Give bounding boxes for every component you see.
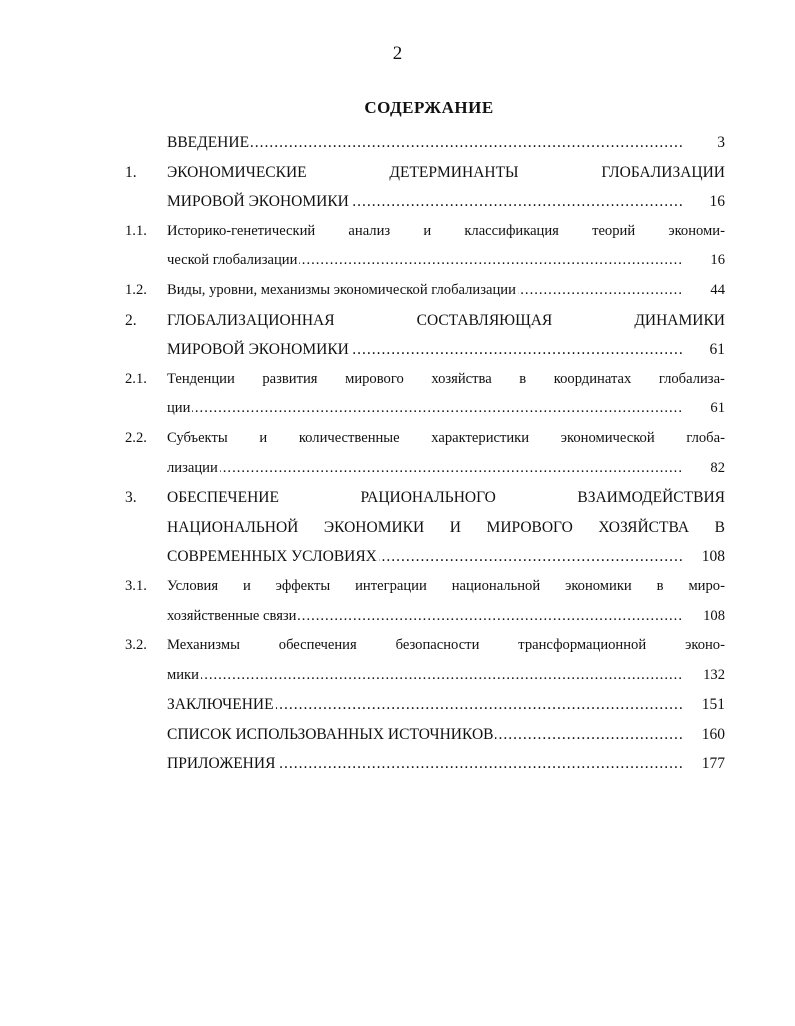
toc-entry-leader: [167, 661, 682, 691]
toc-entry-text: ции: [167, 400, 191, 417]
toc-entry-leader: [167, 690, 682, 720]
toc-line: [125, 335, 725, 365]
toc-entry-text: МИРОВОЙ ЭКОНОМИКИ: [167, 341, 349, 359]
toc-line: [125, 542, 725, 572]
toc-entry[interactable]: [125, 158, 725, 217]
dot-leader: [167, 394, 682, 424]
toc-entry-number: 2.1.: [125, 370, 147, 387]
toc-entry-text: ОБЕСПЕЧЕНИЕ РАЦИОНАЛЬНОГО ВЗАИМОДЕЙСТВИЯ: [167, 489, 725, 507]
toc-entry-number: 3.1.: [125, 577, 147, 594]
toc-entry-text: Виды, уровни, механизмы экономической глобализации: [167, 281, 516, 298]
table-of-contents: [125, 128, 725, 779]
toc-entry-text: СОВРЕМЕННЫХ УСЛОВИЯХ: [167, 548, 377, 566]
toc-entry-leader: [167, 246, 682, 276]
toc-entry[interactable]: [125, 749, 725, 779]
toc-line: [125, 572, 725, 602]
toc-entry-text: лизации: [167, 459, 218, 476]
toc-page-number: 61: [709, 341, 725, 359]
toc-line: [125, 394, 725, 424]
toc-entry-leader: [167, 542, 682, 572]
toc-entry-text: ГЛОБАЛИЗАЦИОННАЯ СОСТАВЛЯЮЩАЯ ДИНАМИКИ: [167, 311, 725, 329]
toc-entry-leader: [167, 602, 682, 632]
toc-line: [125, 690, 725, 720]
toc-line: [125, 217, 725, 247]
toc-line: [125, 749, 725, 779]
toc-line: [125, 187, 725, 217]
toc-page-number: 151: [701, 696, 725, 714]
toc-line: [125, 246, 725, 276]
toc-entry-text: ческой глобализации: [167, 252, 298, 269]
toc-entry-leader: [167, 394, 682, 424]
toc-page-number: 160: [701, 725, 725, 743]
toc-line: [125, 602, 725, 632]
toc-line: [125, 483, 725, 513]
toc-line: [125, 720, 725, 750]
toc-entry-text: мики: [167, 666, 199, 683]
toc-entry-text: ЭКОНОМИЧЕСКИЕ ДЕТЕРМИНАНТЫ ГЛОБАЛИЗАЦИИ: [167, 163, 725, 181]
toc-entry-text: хозяйственные связи: [167, 607, 297, 624]
toc-entry[interactable]: [125, 276, 725, 306]
toc-entry-leader: [167, 335, 682, 365]
toc-entry-leader: [167, 454, 682, 484]
toc-entry-number: 1.2.: [125, 281, 147, 298]
toc-entry-text: МИРОВОЙ ЭКОНОМИКИ: [167, 193, 349, 211]
toc-line: [125, 128, 725, 158]
toc-line: [125, 631, 725, 661]
toc-entry-text: Механизмы обеспечения безопасности трансформационной эконо-: [167, 637, 725, 654]
dot-leader: [167, 661, 682, 691]
toc-entry[interactable]: [125, 128, 725, 158]
dot-leader: [167, 454, 682, 484]
toc-page-number: 82: [710, 459, 725, 476]
toc-entry-number: 2.: [125, 311, 137, 329]
toc-entry[interactable]: [125, 572, 725, 631]
toc-page-number: 61: [710, 400, 725, 417]
toc-page-number: 177: [701, 755, 725, 773]
toc-entry[interactable]: [125, 720, 725, 750]
toc-line: [125, 365, 725, 395]
toc-entry-text: Условия и эффекты интеграции национальной экономики в миро-: [167, 577, 725, 594]
toc-entry-leader: [167, 720, 682, 750]
toc-page-number: 132: [703, 666, 725, 683]
toc-entry-leader: [167, 187, 682, 217]
toc-entry-text: Субъекты и количественные характеристики экономической глоба-: [167, 429, 725, 446]
toc-line: [125, 513, 725, 543]
toc-entry-text: Историко-генетический анализ и классификация теорий экономи-: [167, 222, 725, 239]
toc-entry-leader: [167, 276, 682, 306]
toc-entry-number: 3.: [125, 489, 137, 507]
toc-page-number: 108: [701, 548, 725, 566]
toc-entry[interactable]: [125, 365, 725, 424]
toc-page-number: 3: [717, 134, 725, 151]
toc-entry[interactable]: [125, 690, 725, 720]
toc-line: [125, 306, 725, 336]
toc-line: [125, 276, 725, 306]
toc-entry[interactable]: [125, 631, 725, 690]
page-number: 2: [392, 43, 403, 64]
toc-line: [125, 158, 725, 188]
toc-entry-text: Тенденции развития мирового хозяйства в координатах глобализа-: [167, 370, 725, 387]
toc-entry-number: 3.2.: [125, 637, 147, 654]
toc-entry[interactable]: [125, 306, 725, 365]
toc-entry[interactable]: [125, 483, 725, 572]
toc-entry-text: НАЦИОНАЛЬНОЙ ЭКОНОМИКИ И МИРОВОГО ХОЗЯЙСТВА В: [167, 518, 725, 536]
toc-page-number: 16: [710, 252, 725, 269]
toc-entry-text: ВВЕДЕНИЕ: [167, 134, 250, 151]
toc-entry-number: 1.1.: [125, 222, 147, 239]
toc-line: [125, 424, 725, 454]
toc-line: [125, 661, 725, 691]
toc-entry-number: 1.: [125, 163, 137, 181]
toc-entry-number: 2.2.: [125, 429, 147, 446]
toc-line: [125, 454, 725, 484]
toc-entry[interactable]: [125, 424, 725, 483]
toc-entry[interactable]: [125, 217, 725, 276]
toc-entry-leader: [167, 749, 682, 779]
page-title: СОДЕРЖАНИЕ: [364, 98, 494, 117]
toc-entry-text: СПИСОК ИСПОЛЬЗОВАННЫХ ИСТОЧНИКОВ: [167, 725, 494, 743]
toc-page-number: 44: [710, 281, 725, 298]
toc-entry-text: ЗАКЛЮЧЕНИЕ: [167, 696, 274, 714]
toc-page-number: 16: [709, 193, 725, 211]
toc-page-number: 108: [703, 607, 725, 624]
toc-entry-text: ПРИЛОЖЕНИЯ: [167, 755, 276, 773]
toc-entry-leader: [167, 128, 682, 158]
